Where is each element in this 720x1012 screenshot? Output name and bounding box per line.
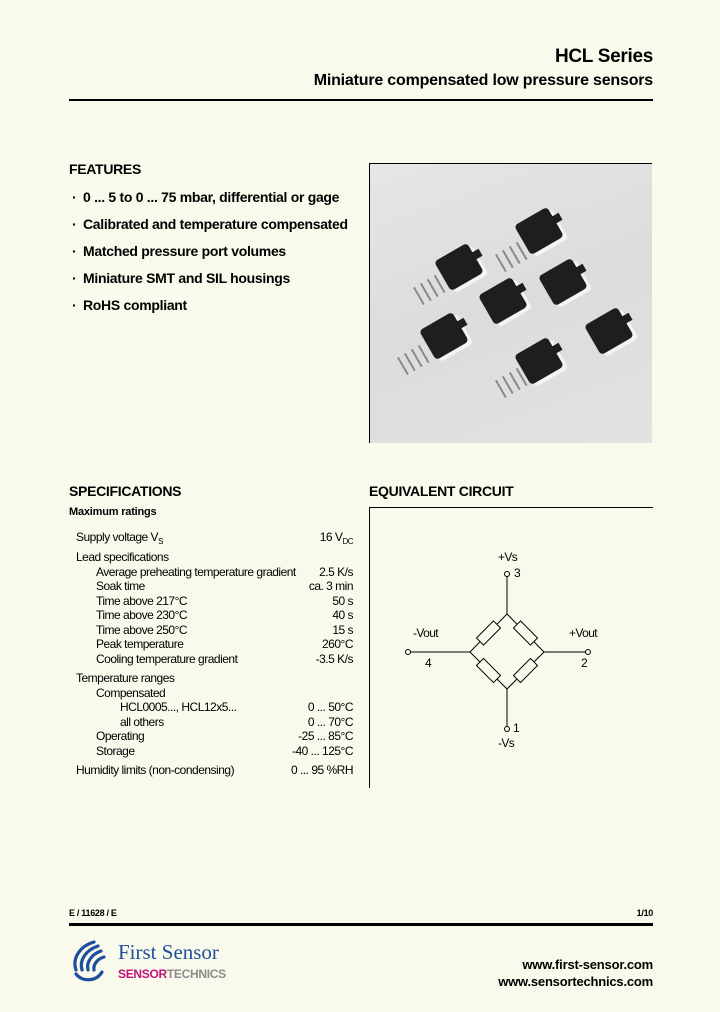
page-number: 1/10 (636, 908, 653, 918)
sensor-pins (397, 343, 433, 375)
spec-row: Time above 217°C 50 s (96, 593, 353, 608)
feature-item (72, 242, 352, 260)
feature-label: RoHS compliant (83, 297, 187, 313)
spec-group-temperature: Temperature ranges (76, 671, 175, 685)
specifications-table (76, 530, 353, 778)
feature-label: Miniature SMT and SIL housings (83, 270, 290, 286)
spec-row: Time above 250°C 15 s (96, 622, 353, 637)
spec-value: 16 $V_{DC}$ (319, 530, 353, 546)
logo-subbrand: SENSORTECHNICS (118, 967, 226, 981)
feature-label: 0 ... 5 to 0 ... 75 mbar, differential or gage (83, 189, 340, 205)
maximum-ratings-heading: Maximum ratings (69, 506, 157, 518)
pin-number-label: 4 (425, 656, 432, 670)
bullet-icon: · (72, 189, 77, 205)
logo-wordmark: First Sensor (118, 940, 219, 964)
website-link-first-sensor[interactable]: www.first-sensor.com (522, 957, 653, 972)
document-title: HCL Series (554, 46, 653, 67)
spec-row: HCL0005..., HCL12x5... 0 ... 50°C (120, 700, 353, 714)
equivalent-circuit-diagram (369, 507, 653, 788)
first-sensor-logo-icon (68, 938, 112, 984)
sensor-chip (538, 258, 588, 306)
document-code: E / 11628 / E (69, 908, 117, 918)
feature-item (72, 188, 352, 206)
features-list (72, 188, 352, 323)
spec-row-supply-voltage (76, 530, 353, 550)
feature-item (72, 215, 352, 233)
sensor-chip (584, 307, 634, 355)
header-divider (69, 99, 653, 101)
spec-row-storage: Storage -40 ... 125°C (96, 743, 353, 758)
website-link-sensortechnics[interactable]: www.sensortechnics.com (498, 974, 653, 989)
spec-row-operating: Operating -25 ... 85°C (96, 729, 353, 743)
pin-signal-label: +Vs (498, 550, 518, 564)
bullet-icon: · (72, 216, 77, 232)
spec-row: Average preheating temperature gradient 2.5 K/s (96, 564, 353, 579)
website-links (498, 956, 653, 990)
pin-number-label: 1 (513, 721, 520, 735)
feature-label: Calibrated and temperature compensated (83, 216, 348, 232)
pin-signal-label: -Vout (413, 626, 439, 640)
spec-row: Soak time ca. 3 min (96, 579, 353, 593)
pin-number-label: 3 (514, 566, 521, 580)
document-subtitle: Miniature compensated low pressure sensors (313, 72, 653, 89)
company-logo (68, 938, 248, 984)
spec-group-lead: Lead specifications (76, 550, 169, 564)
spec-label: Supply voltage $V_S$ (76, 530, 163, 546)
spec-row: Peak temperature 260°C (96, 637, 353, 651)
bullet-icon: · (72, 270, 77, 286)
specifications-heading: SPECIFICATIONS (69, 483, 182, 499)
spec-row-humidity: Humidity limits (non-condensing) 0 ... 95 %RH (76, 763, 353, 777)
sensor-chip (478, 277, 528, 325)
spec-row: Time above 230°C 40 s (96, 608, 353, 622)
footer-divider (69, 923, 653, 926)
bullet-icon: · (72, 297, 77, 313)
features-heading: FEATURES (69, 161, 142, 177)
bullet-icon: · (72, 243, 77, 259)
equivalent-circuit-heading: EQUIVALENT CIRCUIT (369, 483, 514, 499)
pin-signal-label: +Vout (569, 626, 598, 640)
feature-item (72, 296, 352, 314)
feature-label: Matched pressure port volumes (83, 243, 286, 259)
spec-subgroup-compensated: Compensated (96, 685, 166, 700)
feature-item (72, 269, 352, 287)
spec-row: Cooling temperature gradient -3.5 K/s (96, 651, 353, 666)
product-photo (369, 163, 652, 443)
pin-signal-label: -Vs (498, 736, 515, 750)
spec-row: all others 0 ... 70°C (120, 714, 353, 729)
pin-number-label: 2 (581, 656, 588, 670)
